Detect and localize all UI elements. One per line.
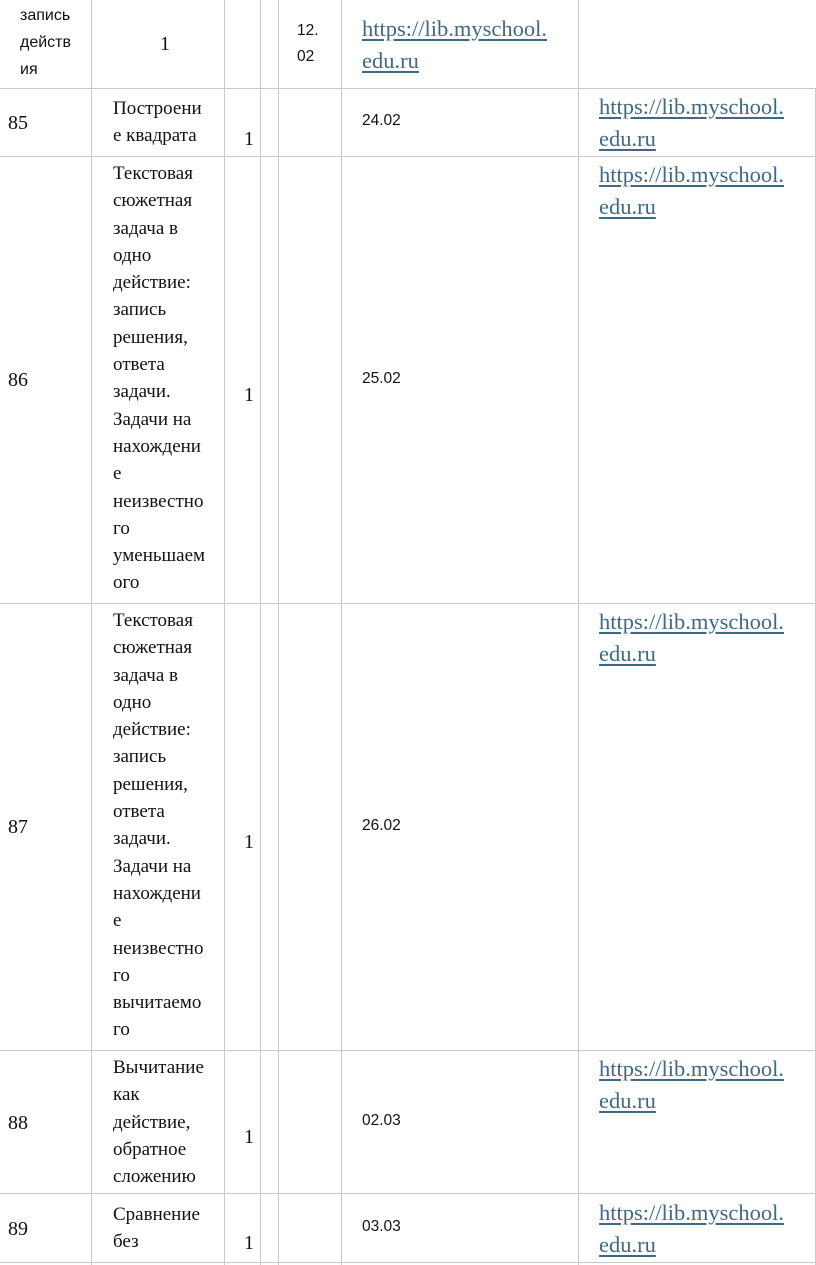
grid-line [91, 0, 92, 1265]
grid-line [0, 1050, 816, 1051]
lesson-date: 25.02 [362, 370, 401, 387]
lesson-topic: Сравнение без [113, 1204, 200, 1253]
lesson-hours: 1 [244, 128, 254, 150]
lesson-date: 26.02 [362, 817, 401, 834]
lesson-hours: 1 [244, 1232, 254, 1254]
lesson-date: 02.03 [362, 1112, 401, 1129]
resource-link[interactable]: https://lib.myschool. edu.ru [362, 16, 548, 73]
grid-line [0, 156, 816, 157]
lesson-number: 85 [8, 112, 28, 134]
lesson-hours: 1 [160, 33, 170, 55]
grid-line [0, 603, 816, 604]
lesson-number: 87 [8, 816, 28, 838]
resource-link[interactable]: https://lib.myschool. edu.ru [599, 1200, 785, 1257]
resource-link[interactable]: https://lib.myschool. edu.ru [599, 162, 785, 219]
lesson-hours: 1 [244, 384, 254, 406]
lesson-hours: 1 [244, 831, 254, 853]
lesson-date: 03.03 [362, 1218, 401, 1235]
lesson-hours: 1 [244, 1126, 254, 1148]
grid-line [260, 0, 261, 1265]
lesson-number: 89 [8, 1218, 28, 1240]
resource-link[interactable]: https://lib.myschool. edu.ru [599, 94, 785, 151]
lesson-topic: Текстовая сюжетная задача в одно действие: запись решения, ответа задачи. Задачи на нахождени е неизвестно го вычитаемо го [113, 610, 204, 1041]
lesson-date: 24.02 [362, 112, 401, 129]
lesson-date: 12. 02 [297, 22, 319, 65]
lesson-topic: Вычитание как действие, обратное сложению [113, 1057, 204, 1188]
resource-link[interactable]: https://lib.myschool. edu.ru [599, 609, 785, 666]
lesson-number: 88 [8, 1112, 28, 1134]
resource-link[interactable]: https://lib.myschool. edu.ru [599, 1056, 785, 1113]
grid-line [578, 0, 579, 1265]
lesson-topic: запись действ ия [20, 7, 71, 78]
grid-line [0, 88, 816, 89]
lesson-number: 86 [8, 369, 28, 391]
grid-line [341, 0, 342, 1265]
grid-line [0, 1262, 816, 1263]
lesson-topic: Построени е квадрата [113, 98, 202, 147]
grid-line [278, 0, 279, 1265]
grid-line [0, 1193, 816, 1194]
lesson-topic: Текстовая сюжетная задача в одно действие: запись решения, ответа задачи. Задачи на нахождени е неизвестно го уменьшаем ого [113, 163, 206, 594]
